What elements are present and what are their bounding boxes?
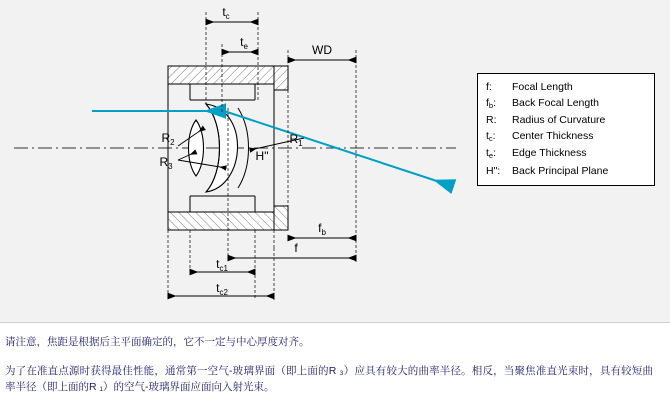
diagram-text-labels [159,5,332,297]
notes-area [0,322,670,403]
legend-row-te [486,146,648,164]
label-wd: WD [312,43,332,57]
legend-symbol-f: f: [486,81,492,93]
notes-divider [0,322,670,323]
label-te-base: t [240,35,244,49]
label-tc2-sub: c2 [219,288,228,297]
label-tc [222,5,229,21]
legend-row-h2 [486,164,648,180]
legend-definition-te: Edge Thickness [512,147,587,159]
label-f: f [294,241,298,255]
label-r3-base: R [159,155,169,169]
legend-symbol-te: $t_e$: [486,147,497,160]
legend-definition-r: Radius of Curvature [512,114,606,126]
label-tc2 [216,281,228,297]
label-r3 [159,155,173,171]
legend-row-tc [486,129,648,147]
label-tc1-sub: c1 [219,264,228,273]
label-tc2-base: t [216,281,220,295]
legend-row-r [486,113,648,129]
label-tc-base: t [222,5,226,19]
label-fb-base: f [318,221,322,235]
label-r1-sub: 1 [298,139,303,148]
label-fb [318,221,326,237]
legend-definition-f: Focal Length [512,81,573,93]
label-r2 [161,131,175,147]
legend-definition-tc: Center Thickness [512,129,594,142]
label-h2: H" [255,149,269,163]
legend-definition-fb: Back Focal Length [512,96,599,109]
label-r2-base: R [161,131,171,145]
legend-symbol-h2: H": [486,164,501,177]
label-fb-sub: b [321,228,326,237]
label-r1 [289,132,303,148]
label-tc-sub: c [225,12,230,21]
legend-symbol-r: R: [486,114,497,126]
label-r2-sub: 2 [170,138,175,147]
label-tc1 [216,257,228,273]
legend-definition-h2: Back Principal Plane [512,164,609,177]
legend-box [477,73,655,186]
note-focal-plane: 请注意，焦距是根据后主平面确定的，它不一定与中心厚度对齐。 [5,336,310,348]
label-te-sub: e [243,42,248,51]
label-r1-base: R [289,132,299,146]
note-orientation: 为了在准直点源时获得最佳性能，通常第一空气-玻璃界面（即上面的R ₃）应具有较大的曲率半径。相反，当聚焦准直光束时，具有较短曲率半径（即上面的R ₁）的空气-玻璃界面应面向入射光束。 [5,365,653,393]
label-tc1-base: t [216,257,220,271]
label-r3-sub: 3 [168,162,173,171]
legend-symbol-fb: $f_b$: [486,96,497,110]
label-te [240,35,248,51]
legend-row-f [486,80,648,96]
legend-symbol-tc: $t_c$: [486,129,496,143]
legend-row-fb [486,96,648,114]
